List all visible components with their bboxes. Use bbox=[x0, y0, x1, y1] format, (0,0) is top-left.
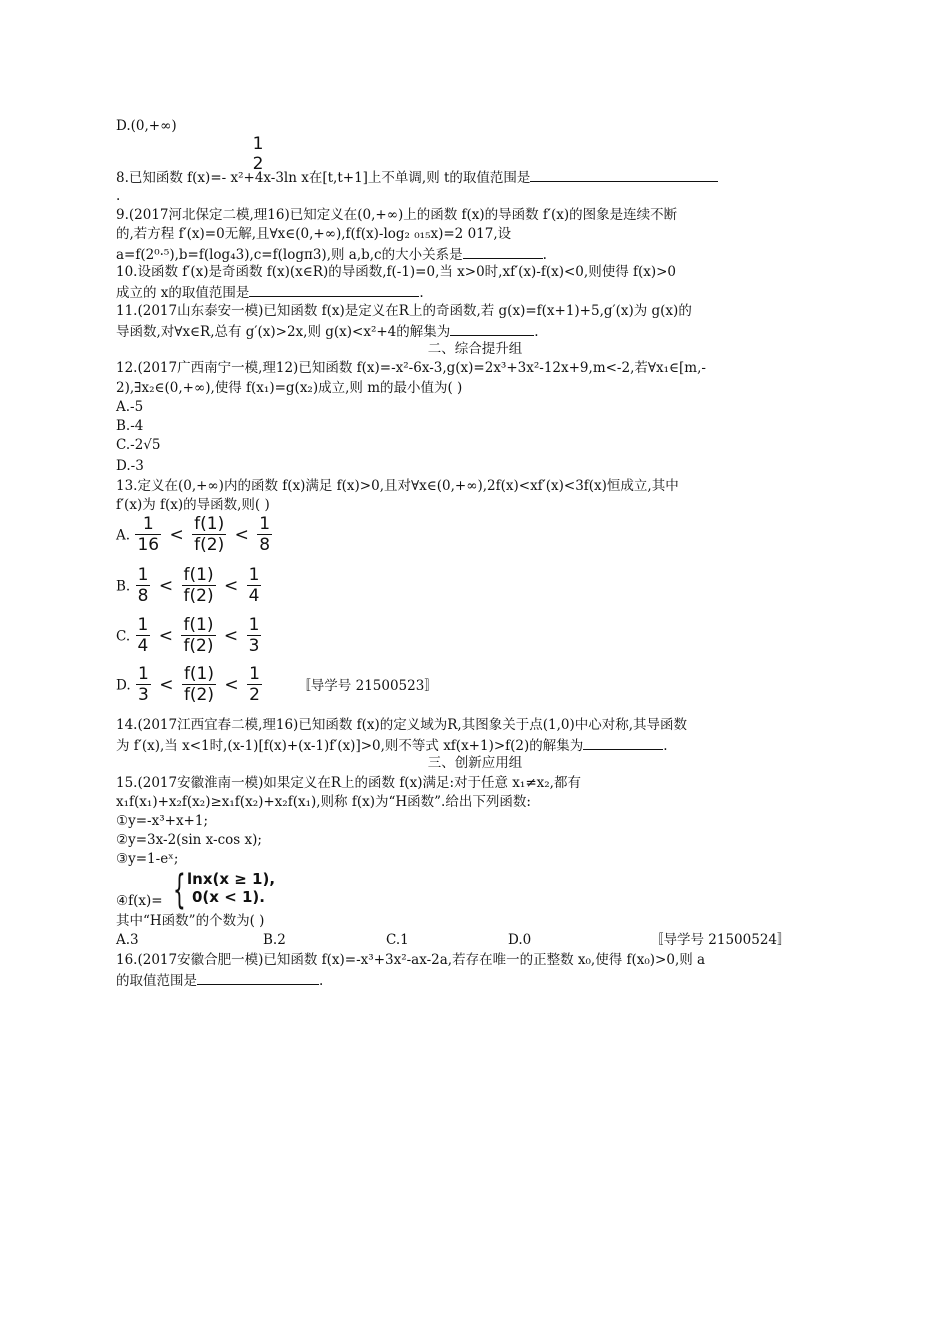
period: . bbox=[419, 285, 424, 301]
less-than-sign: < bbox=[158, 625, 174, 646]
fraction bbox=[247, 615, 262, 656]
question-11-text: 导函数,对∀x∈R,总有 g′(x)>2x,则 g(x)<x²+4的解集为 bbox=[116, 324, 451, 340]
less-than-sign: < bbox=[234, 524, 249, 545]
question-15-item-4-label: ④f(x)= bbox=[116, 893, 163, 909]
denominator: 4 bbox=[137, 636, 149, 656]
question-14-line-1: 14.(2017江西宜春二模,理16)已知函数 f(x)的定义域为R,其图象关于点(1,0)中心对称,其导函数 bbox=[116, 717, 688, 733]
denominator: 16 bbox=[137, 535, 160, 555]
question-8-period: . bbox=[116, 188, 121, 204]
question-15-option-c: C.1 bbox=[386, 932, 409, 948]
numerator: f(1) bbox=[183, 615, 214, 635]
question-15-prompt: 其中“H函数”的个数为( ) bbox=[116, 913, 265, 929]
numerator: 1 bbox=[142, 514, 154, 534]
denominator: 3 bbox=[138, 685, 149, 705]
question-16-line-2 bbox=[116, 971, 323, 989]
question-9-line-2: 的,若方程 f′(x)=0无解,且∀x∈(0,+∞),f(f(x)-log₂ ₀₁₅x)=2 017,设 bbox=[116, 226, 512, 242]
question-12-option-c: C.-2√5 bbox=[116, 437, 161, 453]
question-15-option-a: A.3 bbox=[116, 932, 139, 948]
numerator: 1 bbox=[248, 565, 260, 585]
denominator: 8 bbox=[137, 586, 149, 606]
fraction bbox=[136, 565, 151, 606]
question-12-line-2: 2),∃x₂∈(0,+∞),使得 f(x₁)=g(x₂)成立,则 m的最小值为( ) bbox=[116, 380, 463, 396]
denominator: 4 bbox=[248, 586, 260, 606]
period: . bbox=[319, 973, 324, 989]
answer-blank bbox=[583, 736, 663, 750]
option-label: C. bbox=[116, 628, 131, 645]
numerator: 1 bbox=[249, 664, 260, 684]
question-14-line-2 bbox=[116, 736, 668, 754]
denominator: f(2) bbox=[183, 636, 214, 656]
question-15-item-2: ②y=3x-2(sin x-cos x); bbox=[116, 832, 262, 848]
answer-blank bbox=[463, 245, 543, 259]
question-15-line-1: 15.(2017安徽淮南一模)如果定义在R上的函数 f(x)满足:对于任意 x₁≠x₂,都有 bbox=[116, 775, 581, 791]
fraction bbox=[135, 514, 161, 555]
section-heading-2: 二、综合提升组 bbox=[427, 341, 523, 357]
less-than-sign: < bbox=[159, 674, 174, 695]
less-than-sign: < bbox=[224, 575, 239, 596]
question-8-text: 8.已知函数 f(x)=- x²+4x-3ln x在[t,t+1]上不单调,则 t的取值范围是 bbox=[116, 170, 531, 186]
denominator: 3 bbox=[248, 636, 260, 656]
fraction-numerator: 1 bbox=[252, 134, 264, 154]
less-than-sign: < bbox=[158, 575, 174, 596]
fraction bbox=[136, 664, 151, 705]
question-16-line-1: 16.(2017安徽合肥一模)已知函数 f(x)=-x³+3x²-ax-2a,若存在唯一的正整数 x₀,使得 f(x₀)>0,则 a bbox=[116, 952, 706, 968]
question-11-line-1: 11.(2017山东泰安一模)已知函数 f(x)是定义在R上的奇函数,若 g(x)=f(x+1)+5,g′(x)为 g(x)的 bbox=[116, 303, 692, 319]
section-heading-3: 三、创新应用组 bbox=[427, 755, 523, 771]
question-15-line-2: x₁f(x₁)+x₂f(x₂)≥x₁f(x₂)+x₂f(x₁),则称 f(x)为“H函数”.给出下列函数: bbox=[116, 794, 531, 810]
option-label: A. bbox=[116, 527, 131, 544]
question-15-item-3: ③y=1-eˣ; bbox=[116, 851, 179, 867]
fraction bbox=[257, 514, 272, 555]
answer-blank bbox=[249, 283, 419, 297]
fraction bbox=[247, 565, 262, 606]
fraction bbox=[136, 615, 151, 656]
denominator: f(2) bbox=[183, 685, 215, 705]
fraction bbox=[192, 514, 226, 555]
question-14-text: 为 f′(x),当 x<1时,(x-1)[f(x)+(x-1)f′(x)]>0,则不等式 xf(x+1)>f(2)的解集为 bbox=[116, 738, 584, 754]
less-than-sign: < bbox=[169, 524, 184, 545]
numerator: 1 bbox=[137, 615, 149, 635]
numerator: 1 bbox=[137, 565, 149, 585]
denominator: 8 bbox=[259, 535, 271, 555]
fraction bbox=[247, 664, 262, 705]
denominator: 2 bbox=[249, 685, 260, 705]
period: . bbox=[663, 738, 668, 754]
denominator: f(2) bbox=[194, 535, 225, 555]
question-12-option-d: D.-3 bbox=[116, 458, 144, 474]
denominator: f(2) bbox=[183, 586, 214, 606]
question-8 bbox=[116, 168, 718, 186]
question-13-line-2: f′(x)为 f(x)的导函数,则( ) bbox=[116, 497, 270, 513]
option-label: B. bbox=[116, 578, 131, 595]
numerator: 1 bbox=[248, 615, 260, 635]
numerator: f(1) bbox=[194, 514, 225, 534]
period: . bbox=[542, 247, 547, 263]
question-10-line-2 bbox=[116, 283, 424, 301]
question-15-option-b: B.2 bbox=[263, 932, 286, 948]
piecewise-case-2: 0(x < 1). bbox=[192, 888, 265, 906]
answer-blank bbox=[450, 322, 534, 336]
numerator: 1 bbox=[259, 514, 271, 534]
question-9-line-3 bbox=[116, 245, 547, 263]
question-13-option-c bbox=[116, 615, 261, 656]
numerator: 1 bbox=[138, 664, 149, 684]
question-9-line-1: 9.(2017河北保定二模,理16)已知定义在(0,+∞)上的函数 f(x)的导函数 f′(x)的图象是连续不断 bbox=[116, 207, 678, 223]
answer-blank bbox=[197, 971, 319, 985]
question-10-line-1: 10.设函数 f′(x)是奇函数 f(x)(x∈R)的导函数,f(-1)=0,当 x>0时,xf′(x)-f(x)<0,则使得 f(x)>0 bbox=[116, 264, 677, 280]
question-13-option-d bbox=[116, 664, 438, 705]
reference-number: 〚导学号 21500524〛 bbox=[650, 932, 791, 948]
less-than-sign: < bbox=[223, 625, 239, 646]
less-than-sign: < bbox=[224, 674, 239, 695]
question-12-option-a: A.-5 bbox=[116, 399, 144, 415]
question-12-option-b: B.-4 bbox=[116, 418, 144, 434]
answer-blank bbox=[530, 168, 718, 182]
fraction bbox=[181, 615, 215, 656]
option-label: D. bbox=[116, 677, 131, 694]
piecewise-case-1: lnx(x ≥ 1), bbox=[187, 870, 276, 888]
fraction-denominator: 2 bbox=[252, 154, 264, 174]
numerator: f(1) bbox=[183, 664, 215, 684]
question-12-line-1: 12.(2017广西南宁一模,理12)已知函数 f(x)=-x²-6x-3,g(x)=2x³+3x²-12x+9,m<-2,若∀x₁∈[m,- bbox=[116, 360, 706, 376]
left-brace-icon: { bbox=[173, 867, 186, 913]
question-9-text: a=f(2⁰·⁵),b=f(log₄3),c=f(logπ3),则 a,b,c的大小关系是 bbox=[116, 247, 463, 263]
question-13-option-a bbox=[116, 514, 272, 555]
question-15-option-d: D.0 bbox=[508, 932, 532, 948]
question-15-item-1: ①y=-x³+x+1; bbox=[116, 813, 209, 829]
question-10-text: 成立的 x的取值范围是 bbox=[116, 285, 250, 301]
question-11-line-2 bbox=[116, 322, 539, 340]
option-d-q7: D.(0,+∞) bbox=[116, 118, 177, 134]
question-13-option-b bbox=[116, 565, 261, 606]
reference-number: 〚导学号 21500523〛 bbox=[297, 677, 438, 694]
question-13-line-1: 13.定义在(0,+∞)内的函数 f(x)满足 f(x)>0,且对∀x∈(0,+∞),2f(x)<xf′(x)<3f(x)恒成立,其中 bbox=[116, 478, 679, 494]
fraction bbox=[182, 565, 216, 606]
question-16-text: 的取值范围是 bbox=[116, 973, 197, 989]
period: . bbox=[534, 324, 539, 340]
fraction bbox=[182, 664, 216, 705]
numerator: f(1) bbox=[183, 565, 214, 585]
